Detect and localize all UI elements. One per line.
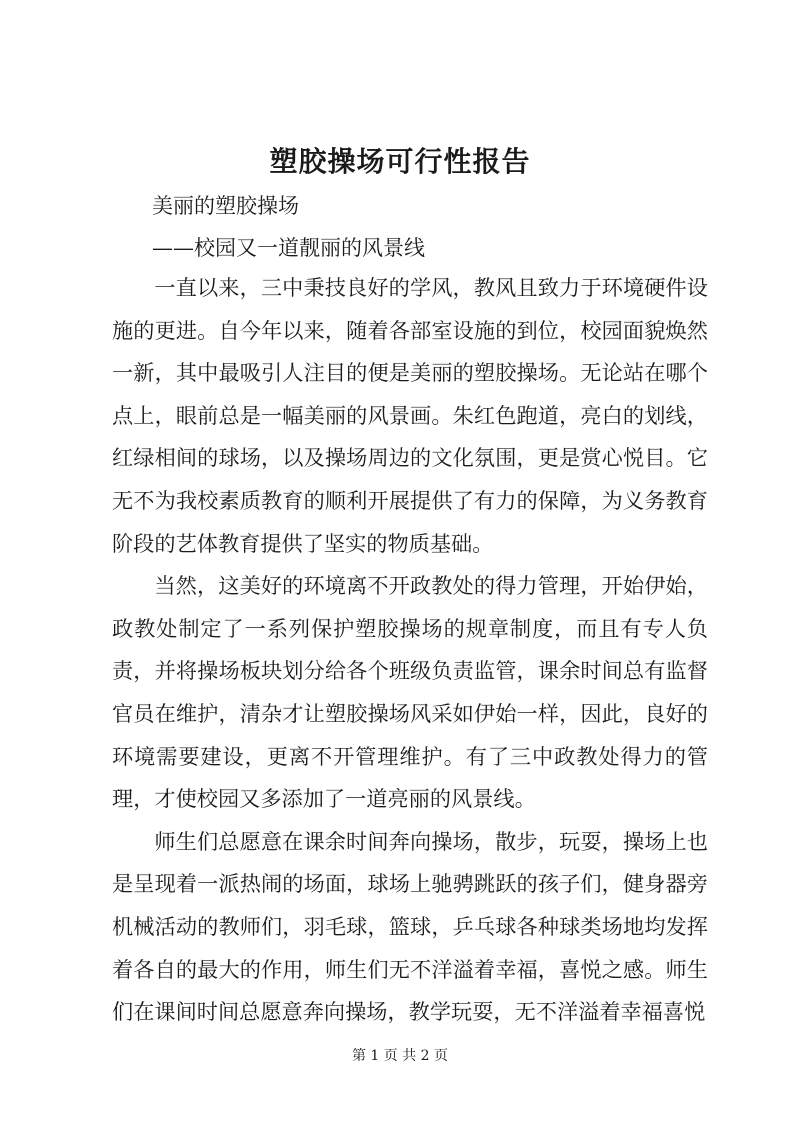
page-title: 塑胶操场可行性报告 <box>269 145 531 178</box>
page-footer: 第 1 页 共 2 页 <box>351 1048 449 1064</box>
tagline: ——校园又一道靓丽的风景线 <box>152 236 425 260</box>
paragraph-1: 一直以来，三中秉技良好的学风，教风且致力于环境硬件设施的更进。自今年以来，随着各部室设施的到位，校园面貌焕然一新，其中最吸引人注目的便是美丽的塑胶操场。无论站在哪个点上，眼前总是一幅美丽的风景画。朱红色跑道，亮白的划线，红绿相间的球场，以及操场周边的文化氛围，更是赏心悦目。它无不为我校素质教育的顺利开展提供了有力的保障，为义务教育阶段的艺体教育提供了坚实的物质基础。 <box>112 275 708 556</box>
paragraph-2: 当然，这美好的环境离不开政教处的得力管理，开始伊始，政教处制定了一系列保护塑胶操场的规章制度，而且有专人负责，并将操场板块划分给各个班级负责监管，课余时间总有监督官员在维护，清杂才让塑胶操场风采如伊始一样，因此，良好的环境需要建设，更离不开管理维护。有了三中政教处得力的管理，才使校园又多添加了一道亮丽的风景线。 <box>112 573 708 812</box>
paragraph-3: 师生们总愿意在课余时间奔向操场，散步，玩耍，操场上也是呈现着一派热闹的场面，球场上驰骋跳跃的孩子们，健身器旁机械活动的教师们，羽毛球，篮球，乒乓球各种球类场地均发挥着各自的最大的作用，师生们无不洋溢着幸福，喜悦之感。师生们在课间时间总愿意奔向操场，教学玩耍，无不洋溢着幸福喜悦 <box>112 828 708 1025</box>
subtitle: 美丽的塑胶操场 <box>152 194 299 218</box>
body-text <box>112 267 708 1034</box>
